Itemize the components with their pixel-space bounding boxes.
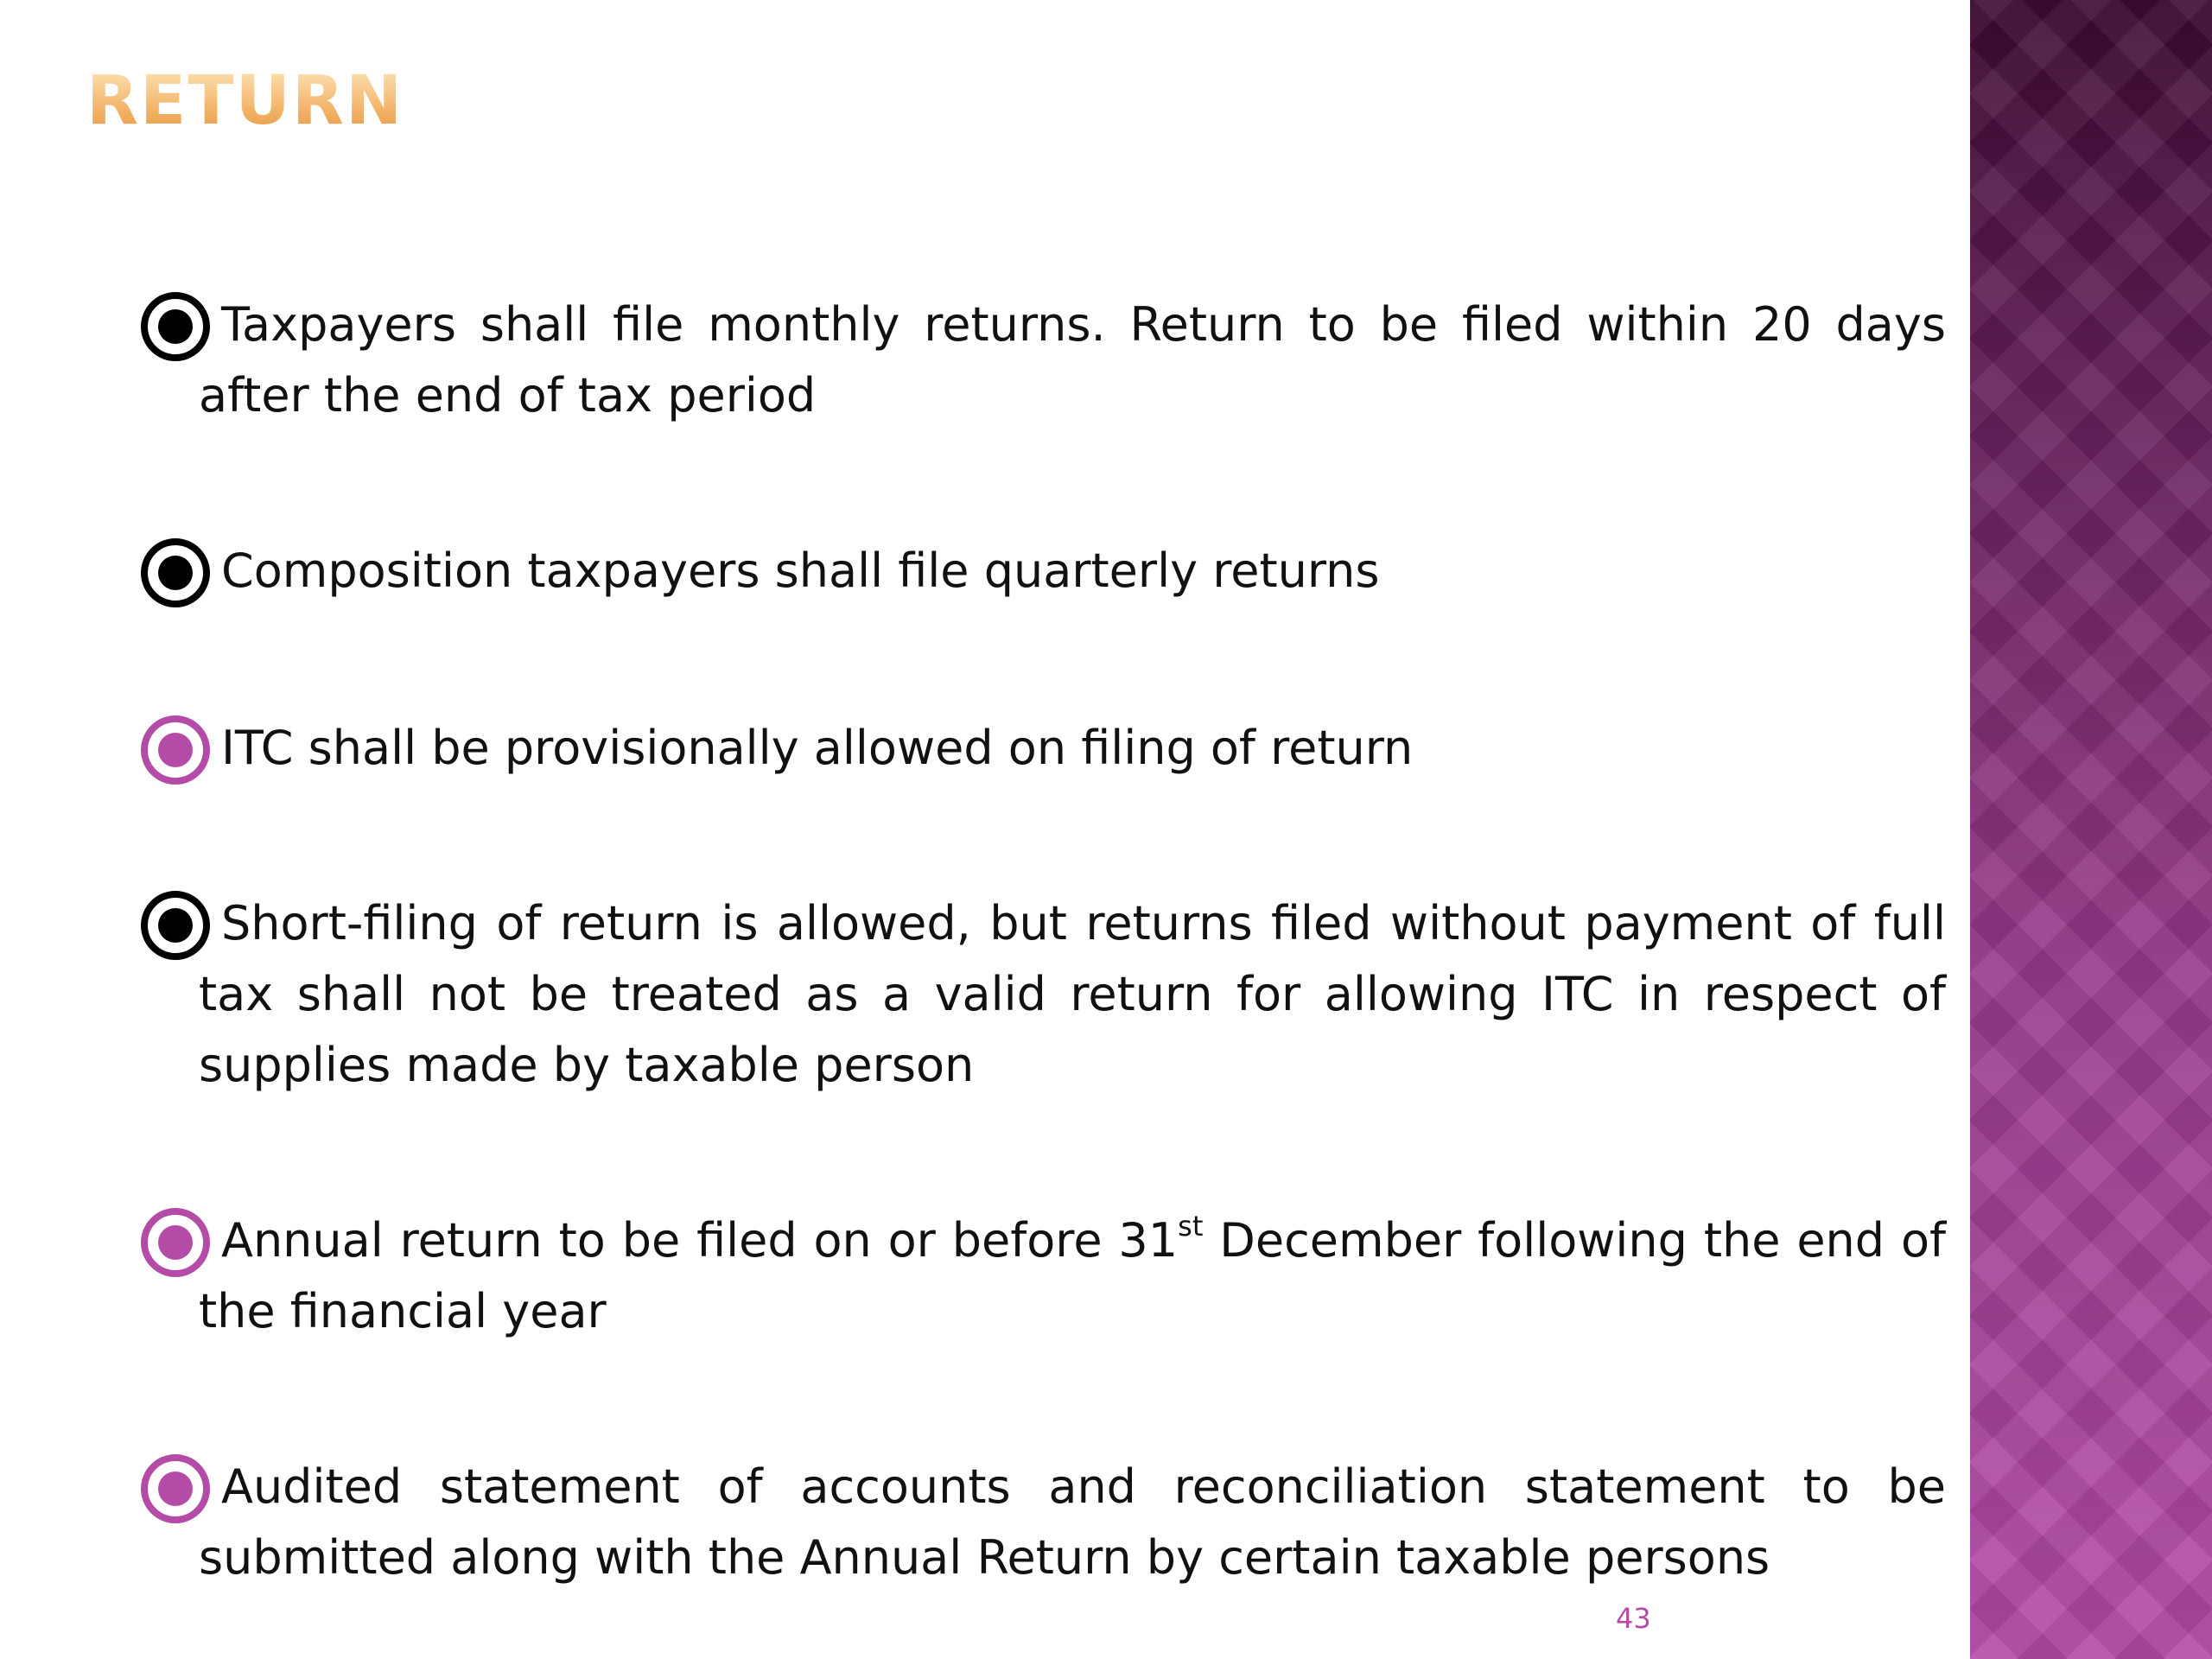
magenta-circle-bullet-icon (138, 1452, 213, 1526)
decorative-side-band (1970, 0, 2212, 1659)
magenta-circle-bullet-icon (138, 713, 213, 787)
bullet-text: ITC shall be provisionally allowed on filing of return (221, 721, 1414, 775)
bullet-text: Composition taxpayers shall file quarterly returns (221, 543, 1380, 598)
black-circle-bullet-icon (138, 536, 213, 610)
bullet-item (138, 1205, 1946, 1347)
bullet-item (138, 536, 1946, 607)
bullet-text: Short-filing of return is allowed, but returns filed without payment of full tax shall not be treated as a valid return for allowing ITC in respect of supplies made by taxable person (199, 896, 1946, 1092)
bullet-text-before: Annual return to be filed on or before 31 (221, 1213, 1179, 1268)
bullet-item (138, 289, 1946, 431)
bullet-text: Taxpayers shall file monthly returns. Return to be filed within 20 days after the end of tax period (199, 297, 1946, 423)
slide-title: RETURN (86, 62, 404, 140)
page-number: 43 (1616, 1602, 1651, 1635)
black-circle-bullet-icon (138, 289, 213, 364)
bullet-text: Audited statement of accounts and reconciliation statement to be submitted along with the Annual Return by certain taxable persons (199, 1459, 1946, 1585)
bullet-text (199, 1205, 1946, 1347)
superscript-st: st (1178, 1210, 1204, 1243)
bullet-item (138, 1452, 1946, 1593)
bullet-text-after: December following the end of the financial year (199, 1213, 1946, 1338)
black-circle-bullet-icon (138, 888, 213, 963)
magenta-circle-bullet-icon (138, 1205, 213, 1280)
bullet-item (138, 888, 1946, 1101)
bullet-item (138, 713, 1946, 784)
